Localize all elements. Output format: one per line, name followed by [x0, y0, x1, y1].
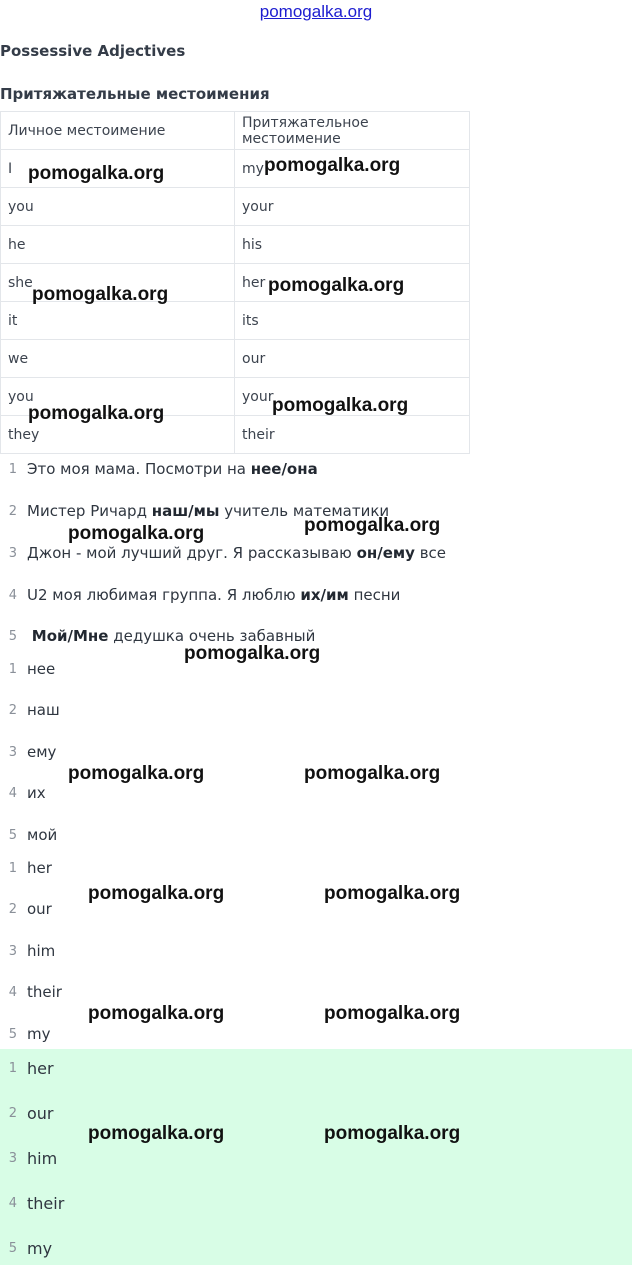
- watermark: pomogalka.org: [28, 163, 165, 184]
- cell-personal: she: [1, 264, 235, 302]
- english-item: [0, 977, 62, 1007]
- watermark: pomogalka.org: [32, 284, 169, 305]
- translation-item: [0, 737, 56, 767]
- answer-text: him: [27, 1148, 58, 1168]
- english-item: [0, 894, 52, 924]
- item-number: 1: [8, 461, 17, 477]
- cell-possessive: my: [235, 150, 470, 188]
- watermark: pomogalka.org: [184, 643, 321, 664]
- watermark: pomogalka.org: [88, 883, 225, 904]
- item-number: 1: [8, 1060, 17, 1076]
- english-item: [0, 936, 55, 966]
- exercise-item: [0, 580, 400, 610]
- table-row: [1, 188, 470, 226]
- english-item: [0, 1019, 51, 1049]
- header-possessive: Притяжательное местоимение: [235, 112, 470, 150]
- watermark: pomogalka.org: [324, 1123, 461, 1144]
- cell-possessive: his: [235, 226, 470, 264]
- answer-text: our: [27, 1103, 54, 1123]
- item-number: 3: [8, 943, 17, 959]
- cell-possessive: its: [235, 302, 470, 340]
- cell-personal: I: [1, 150, 235, 188]
- exercise-item: [0, 454, 318, 484]
- watermark: pomogalka.org: [324, 883, 461, 904]
- sentence: Мой/Мне дедушка очень забавный: [31, 627, 316, 645]
- answer-text: наш: [27, 701, 60, 719]
- answer-text: her: [27, 1058, 54, 1078]
- answer-text: her: [27, 859, 52, 877]
- cell-personal: we: [1, 340, 235, 378]
- sentence: U2 моя любимая группа. Я люблю их/им песни: [27, 586, 401, 604]
- sentence: Джон - мой лучший друг. Я рассказываю он/ему все: [27, 544, 447, 562]
- sentence: Это моя мама. Посмотри на нее/она: [27, 460, 318, 478]
- watermark: pomogalka.org: [88, 1123, 225, 1144]
- title-russian: Притяжательные местоимения: [0, 85, 270, 103]
- watermark: pomogalka.org: [28, 403, 165, 424]
- item-number: 3: [8, 545, 17, 561]
- cell-possessive: your: [235, 188, 470, 226]
- watermark: pomogalka.org: [268, 275, 405, 296]
- cell-possessive: her: [235, 264, 470, 302]
- item-number: 4: [8, 984, 17, 1000]
- translation-item: [0, 778, 46, 808]
- item-number: 2: [8, 702, 17, 718]
- item-number: 1: [8, 860, 17, 876]
- answer-text: ему: [27, 743, 57, 761]
- cell-possessive: their: [235, 416, 470, 454]
- translation-item: [0, 820, 57, 850]
- item-number: 3: [8, 744, 17, 760]
- english-item: [0, 853, 52, 883]
- answer-text: my: [27, 1025, 51, 1043]
- item-number: 4: [8, 785, 17, 801]
- exercise-item: [0, 538, 446, 568]
- answer-item: [0, 1143, 57, 1173]
- answer-text: him: [27, 942, 56, 960]
- sentence: Мистер Ричард наш/мы учитель математики: [27, 502, 390, 520]
- title-english: Possessive Adjectives: [0, 42, 186, 60]
- answer-item: [0, 1098, 54, 1128]
- cell-personal: you: [1, 378, 235, 416]
- answer-text: нее: [27, 660, 56, 678]
- answer-box: [0, 1049, 632, 1265]
- table-header-row: [1, 112, 470, 150]
- watermark: pomogalka.org: [324, 1003, 461, 1024]
- item-number: 4: [8, 587, 17, 603]
- item-number: 2: [8, 503, 17, 519]
- watermark: pomogalka.org: [304, 515, 441, 536]
- cell-possessive: your: [235, 378, 470, 416]
- item-number: 4: [8, 1195, 17, 1211]
- cell-personal: he: [1, 226, 235, 264]
- item-number: 5: [8, 1240, 17, 1256]
- answer-item: [0, 1233, 52, 1263]
- cell-possessive: our: [235, 340, 470, 378]
- item-number: 2: [8, 901, 17, 917]
- table-row: [1, 302, 470, 340]
- answer-text: their: [27, 983, 62, 1001]
- answer-text: our: [27, 900, 52, 918]
- cell-personal: you: [1, 188, 235, 226]
- answer-text: мой: [27, 826, 58, 844]
- watermark: pomogalka.org: [304, 763, 441, 784]
- answer-text: my: [27, 1238, 53, 1258]
- answer-item: [0, 1053, 54, 1083]
- watermark: pomogalka.org: [68, 523, 205, 544]
- translation-item: [0, 695, 60, 725]
- item-number: 2: [8, 1105, 17, 1121]
- answer-text: their: [27, 1193, 65, 1213]
- watermark: pomogalka.org: [88, 1003, 225, 1024]
- watermark: pomogalka.org: [68, 763, 205, 784]
- site-link[interactable]: pomogalka.org: [259, 2, 373, 21]
- item-number: 5: [8, 1026, 17, 1042]
- item-number: 1: [8, 661, 17, 677]
- item-number: 5: [8, 628, 17, 644]
- item-number: 5: [8, 827, 17, 843]
- cell-personal: they: [1, 416, 235, 454]
- watermark: pomogalka.org: [272, 395, 409, 416]
- header-personal: Личное местоимение: [1, 112, 235, 150]
- answer-text: их: [27, 784, 46, 802]
- table-row: [1, 226, 470, 264]
- item-number: 3: [8, 1150, 17, 1166]
- answer-item: [0, 1188, 64, 1218]
- cell-personal: it: [1, 302, 235, 340]
- translation-item: [0, 654, 55, 684]
- table-row: [1, 340, 470, 378]
- watermark: pomogalka.org: [264, 155, 401, 176]
